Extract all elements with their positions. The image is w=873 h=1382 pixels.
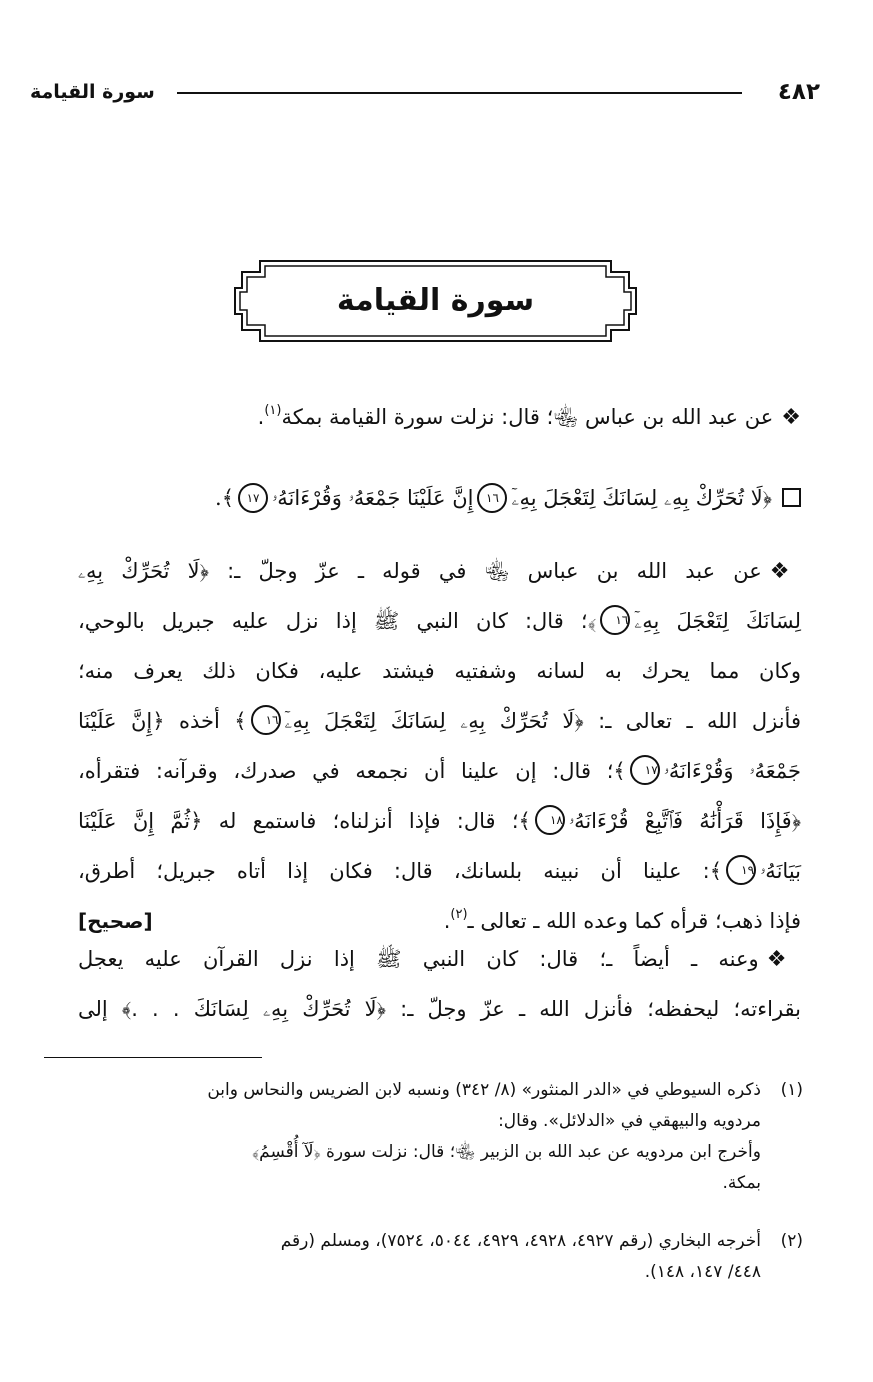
- hadith-text: ﴾: علينا أن نبينه بلسانك، قال: فكان إذا أتاه جبريل؛ أطرق،: [78, 859, 723, 883]
- footnote-line: [645, 1256, 761, 1288]
- footnote-text: ذكره السيوطي في «الدر المنثور» (٨/ ٣٤٢) ونسبه لابن الضريس والنحاس وابن: [207, 1080, 761, 1100]
- footnote-line: [723, 1167, 761, 1199]
- ayah-number: ١٧: [238, 483, 268, 513]
- text-line: [78, 747, 801, 795]
- ayah-number: ١٩: [726, 855, 756, 885]
- hadith-text: عن عبد الله بن عباس ﵄؛ قال: نزلت سورة القيامة بمكة: [281, 405, 774, 429]
- bullet-icon: ❖: [766, 947, 801, 972]
- ayah-number: ١٧: [630, 755, 660, 785]
- surah-title: سورة القيامة: [336, 283, 535, 318]
- footnote-line: [498, 1105, 761, 1137]
- punctuation: .: [443, 909, 451, 933]
- page-header: [30, 72, 820, 112]
- footnote-line: [252, 1136, 761, 1168]
- text-line: [78, 547, 801, 595]
- text-line: [78, 797, 801, 845]
- verse-text: بَيَانَهُۥ: [760, 859, 801, 883]
- footnote-text: وأخرج ابن مردويه عن عبد الله بن الزبير ﵄؛ قال: نزلت سورة ﴿لَآ أُقْسِمُ﴾: [252, 1142, 761, 1162]
- text-line: [78, 597, 801, 645]
- text-line: [78, 935, 801, 983]
- verse-text: لِسَانَكَ لِتَعْجَلَ بِهِۦٓ: [634, 609, 801, 633]
- footnote-text: بمكة.: [722, 1173, 761, 1193]
- footnote-rule: [44, 1057, 262, 1058]
- header-rule: [177, 92, 742, 94]
- verse-line: [215, 474, 801, 522]
- hadith-text: فإذا ذهب؛ قرأه كما وعده الله ـ تعالى ـ: [467, 909, 801, 933]
- hadith-text: ﴾؛ قال: إن علينا أن نجمعه في صدرك، وقرآنه: فتقرأه،: [78, 759, 626, 783]
- text-line: [78, 647, 801, 695]
- verse-text: جَمْعَهُۥ وَقُرْءَانَهُۥ: [663, 759, 801, 783]
- surah-title-frame: [232, 258, 639, 344]
- page-number: ٤٨٢: [777, 79, 820, 105]
- footnote-text: مردويه والبيهقي في «الدلائل». وقال:: [498, 1111, 761, 1131]
- hadith-text: ﴾؛ قال: فإذا أنزلناه؛ فاستمع له ﴿ثُمَّ إِنَّ عَلَيْنَا: [78, 809, 531, 833]
- hadith-text: ﴾؛ قال: كان النبي ﷺ إذا نزل عليه جبريل بالوحي،: [78, 609, 597, 633]
- footnote-line: [207, 1074, 803, 1106]
- verse-text: ﴿فَإِذَا قَرَأْنَٰهُ فَٱتَّبِعْ قُرْءَانَهُۥ: [568, 809, 801, 833]
- hadith-text: عن عبد الله بن عباس ﵄ في قوله ـ عزّ وجلّ ـ: ﴿لَا تُحَرِّكْ بِهِۦ: [78, 559, 762, 583]
- ayah-number: ١٦: [600, 605, 630, 635]
- running-title: سورة القيامة: [30, 81, 155, 103]
- hadith-grade: [صحيح]: [78, 909, 153, 933]
- hadith-text: وعنه ـ أيضاً ـ؛ قال: كان النبي ﷺ إذا نزل القرآن عليه يعجل: [78, 947, 759, 971]
- verse-text: إِنَّ عَلَيْنَا جَمْعَهُۥ وَقُرْءَانَهُۥ: [272, 486, 474, 510]
- hadith-text: وكان مما يحرك به لسانه وشفتيه فيشتد عليه، فكان ذلك يعرف منه؛: [78, 659, 801, 683]
- verse-close: ﴾.: [215, 486, 235, 510]
- footnote-text: أخرجه البخاري (رقم ٤٩٢٧، ٤٩٢٨، ٤٩٢٩، ٥٠٤٤، ٧٥٢٤)، ومسلم (رقم: [280, 1231, 761, 1251]
- verse-text: ﴿لَا تُحَرِّكْ بِهِۦ لِسَانَكَ لِتَعْجَلَ بِهِۦٓ: [511, 486, 772, 510]
- ayah-number: ١٨: [535, 805, 565, 835]
- text-line: [78, 697, 801, 745]
- ayah-number: ١٦: [477, 483, 507, 513]
- text-line: [258, 393, 801, 441]
- bullet-icon: ❖: [781, 405, 801, 430]
- text-line: [78, 847, 801, 895]
- hadith-text: فأنزل الله ـ تعالى ـ: ﴿لَا تُحَرِّكْ بِهِۦ لِسَانَكَ لِتَعْجَلَ بِهِۦٓ: [284, 709, 801, 733]
- punctuation: .: [257, 405, 265, 429]
- hadith-text: بقراءته؛ ليحفظه؛ فأنزل الله ـ عزّ وجلّ ـ: ﴿لَا تُحَرِّكْ بِهِۦ لِسَانَكَ . . .﴾ إلى: [78, 997, 801, 1021]
- ayah-number: ١٦: [251, 705, 281, 735]
- footnote-text: ٤٤٨/ ١٤٧، ١٤٨).: [644, 1262, 761, 1282]
- bullet-icon: ❖: [769, 559, 801, 584]
- hadith-text: ﴾ أخذه ﴿إِنَّ عَلَيْنَا: [78, 709, 247, 733]
- footnote-number: (٢): [780, 1231, 803, 1251]
- footnote-line: [281, 1225, 803, 1257]
- footnote-ref[interactable]: (١): [264, 403, 282, 418]
- footnote-number: (١): [780, 1080, 803, 1100]
- text-line: [78, 985, 801, 1033]
- footnote-ref[interactable]: (٢): [450, 907, 468, 922]
- square-bullet-icon: [782, 488, 801, 507]
